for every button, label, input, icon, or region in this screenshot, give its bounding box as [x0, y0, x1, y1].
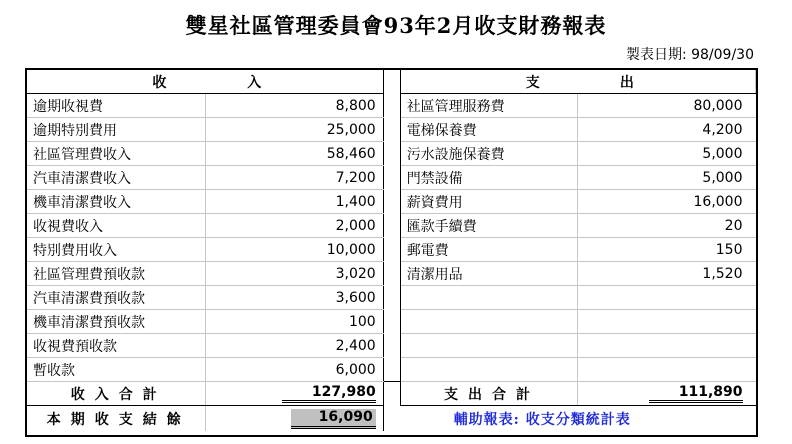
expense-amount: 1,520 — [578, 262, 756, 286]
expense-amount: 150 — [578, 238, 756, 262]
expense-item: 郵電費 — [400, 238, 578, 262]
income-total: 127,980 — [282, 384, 376, 403]
income-header — [27, 70, 383, 94]
expense-amount — [578, 310, 756, 334]
expense-total: 111,890 — [649, 384, 743, 403]
income-amount: 25,000 — [205, 118, 383, 142]
income-item: 收視費收入 — [27, 214, 205, 238]
balance-row — [27, 406, 756, 432]
expense-item — [400, 286, 578, 310]
income-amount: 58,460 — [205, 142, 383, 166]
income-item: 暫收款 — [27, 358, 205, 382]
column-gap — [383, 70, 400, 94]
table-row — [27, 286, 756, 310]
table-row — [27, 214, 756, 238]
column-gap — [383, 118, 400, 142]
column-gap — [383, 286, 400, 310]
table-header-row — [27, 70, 756, 94]
column-gap — [383, 214, 400, 238]
income-item: 汽車清潔費預收款 — [27, 286, 205, 310]
expense-item: 污水設施保養費 — [400, 142, 578, 166]
column-gap — [383, 382, 400, 406]
column-gap — [383, 358, 400, 382]
income-amount: 1,400 — [205, 190, 383, 214]
expense-amount: 4,200 — [578, 118, 756, 142]
expense-item: 電梯保養費 — [400, 118, 578, 142]
column-gap — [383, 190, 400, 214]
income-item: 社區管理費收入 — [27, 142, 205, 166]
table-row — [27, 334, 756, 358]
income-item: 機車清潔費預收款 — [27, 310, 205, 334]
expense-amount: 5,000 — [578, 142, 756, 166]
expense-amount — [578, 334, 756, 358]
column-gap — [383, 238, 400, 262]
income-total-label: 收入合計 — [27, 382, 205, 406]
aux-report-link[interactable]: 輔助報表: 收支分類統計表 — [453, 411, 631, 428]
expense-item — [400, 358, 578, 382]
column-gap — [383, 310, 400, 334]
expense-amount: 16,000 — [578, 190, 756, 214]
expense-item: 清潔用品 — [400, 262, 578, 286]
expense-item: 社區管理服務費 — [400, 94, 578, 118]
income-amount: 2,400 — [205, 334, 383, 358]
totals-row — [27, 382, 756, 406]
column-gap — [383, 94, 400, 118]
income-item: 逾期特別費用 — [27, 118, 205, 142]
ledger-table — [27, 70, 756, 431]
income-header-char-2: 入 — [247, 74, 264, 91]
expense-header — [400, 70, 755, 94]
expense-item: 門禁設備 — [400, 166, 578, 190]
balance-label: 本期收支結餘 — [27, 406, 205, 432]
table-row — [27, 262, 756, 286]
income-amount: 3,020 — [205, 262, 383, 286]
expense-header-char-1: 支 — [525, 74, 542, 91]
income-item: 汽車清潔費收入 — [27, 166, 205, 190]
table-row — [27, 238, 756, 262]
income-item: 社區管理費預收款 — [27, 262, 205, 286]
report-title: 雙星社區管理委員會93年2月收支財務報表 — [185, 13, 607, 38]
report-date: 製表日期: 98/09/30 — [625, 47, 754, 63]
table-row — [27, 166, 756, 190]
balance-cell — [205, 406, 383, 432]
expense-amount — [578, 286, 756, 310]
column-gap — [383, 142, 400, 166]
expense-amount — [578, 358, 756, 382]
income-amount: 10,000 — [205, 238, 383, 262]
table-row — [27, 142, 756, 166]
expense-total-label: 支出合計 — [400, 382, 578, 406]
balance-value: 16,090 — [291, 409, 376, 429]
income-item: 機車清潔費收入 — [27, 190, 205, 214]
expense-total-cell — [578, 382, 756, 406]
income-amount: 8,800 — [205, 94, 383, 118]
column-gap — [383, 166, 400, 190]
expense-amount: 80,000 — [578, 94, 756, 118]
expense-item: 薪資費用 — [400, 190, 578, 214]
income-amount: 2,000 — [205, 214, 383, 238]
table-row — [27, 118, 756, 142]
income-amount: 7,200 — [205, 166, 383, 190]
income-amount: 6,000 — [205, 358, 383, 382]
income-amount: 3,600 — [205, 286, 383, 310]
expense-header-char-2: 出 — [619, 74, 636, 91]
income-item: 收視費預收款 — [27, 334, 205, 358]
table-row — [27, 358, 756, 382]
expense-item — [400, 334, 578, 358]
expense-amount: 20 — [578, 214, 756, 238]
income-amount: 100 — [205, 310, 383, 334]
column-gap — [383, 262, 400, 286]
table-row — [27, 310, 756, 334]
column-gap — [383, 334, 400, 358]
expense-item: 匯款手續費 — [400, 214, 578, 238]
income-header-char-1: 收 — [152, 74, 169, 91]
income-item: 逾期收視費 — [27, 94, 205, 118]
table-row — [27, 190, 756, 214]
income-total-cell — [205, 382, 383, 406]
income-item: 特別費用收入 — [27, 238, 205, 262]
table-row — [27, 94, 756, 118]
expense-amount: 5,000 — [578, 166, 756, 190]
expense-item — [400, 310, 578, 334]
